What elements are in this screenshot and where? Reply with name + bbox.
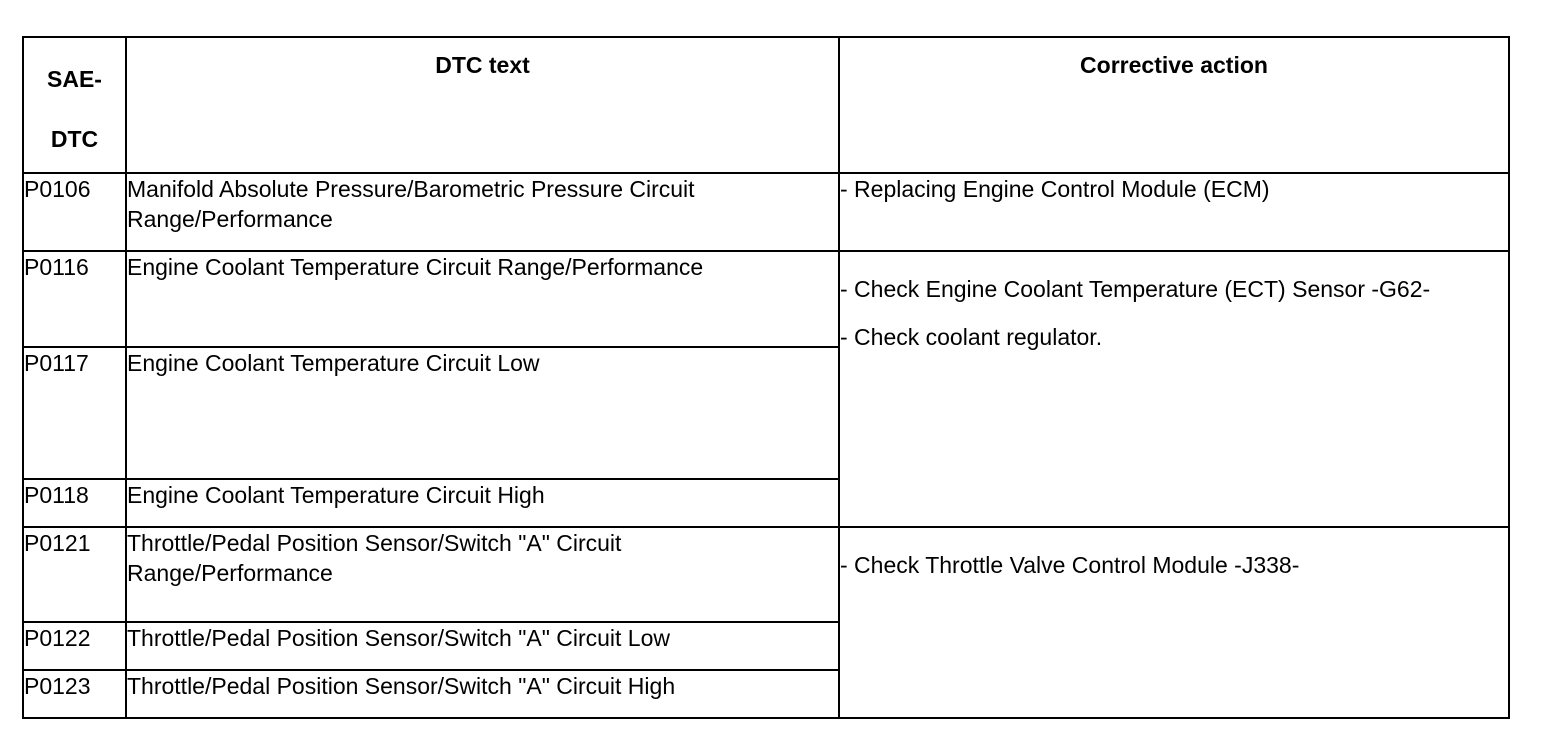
dtc-code: P0122: [23, 622, 126, 670]
header-dtc-text: [126, 37, 839, 173]
action-line: - Check Throttle Valve Control Module -J338-: [840, 552, 1300, 578]
dtc-text: Manifold Absolute Pressure/Barometric Pressure Circuit Range/Performance: [126, 173, 839, 251]
corrective-action-ecm: [839, 173, 1509, 251]
dtc-text: Engine Coolant Temperature Circuit Range/Performance: [126, 251, 839, 347]
action-spacer: [840, 304, 1508, 322]
dtc-code: P0117: [23, 347, 126, 479]
header-corrective-action-label: Corrective action: [1080, 52, 1268, 78]
corrective-action-throttle: [839, 527, 1509, 718]
dtc-code: P0118: [23, 479, 126, 527]
table-row: [23, 173, 1509, 251]
action-line: - Replacing Engine Control Module (ECM): [840, 176, 1270, 202]
dtc-text: Engine Coolant Temperature Circuit High: [126, 479, 839, 527]
dtc-code: P0116: [23, 251, 126, 347]
dtc-code: P0123: [23, 670, 126, 718]
table-header-row: [23, 37, 1509, 173]
header-sae-dtc-line2: DTC: [50, 126, 99, 152]
header-dtc-text-label: DTC text: [435, 52, 530, 78]
header-sae-dtc-line1: SAE-: [47, 66, 102, 92]
header-corrective-action: [839, 37, 1509, 173]
header-sae-dtc: [23, 37, 126, 173]
dtc-text: Engine Coolant Temperature Circuit Low: [126, 347, 839, 479]
dtc-text: Throttle/Pedal Position Sensor/Switch "A" Circuit Range/Performance: [126, 527, 839, 622]
action-line: - Check coolant regulator.: [840, 324, 1103, 350]
dtc-code: P0106: [23, 173, 126, 251]
dtc-code: P0121: [23, 527, 126, 622]
dtc-text: Throttle/Pedal Position Sensor/Switch "A" Circuit High: [126, 670, 839, 718]
table-row: [23, 251, 1509, 347]
corrective-action-coolant: [839, 251, 1509, 527]
action-line: - Check Engine Coolant Temperature (ECT) Sensor -G62-: [840, 276, 1431, 302]
table-row: [23, 527, 1509, 622]
dtc-table: [22, 36, 1510, 719]
dtc-text: Throttle/Pedal Position Sensor/Switch "A" Circuit Low: [126, 622, 839, 670]
